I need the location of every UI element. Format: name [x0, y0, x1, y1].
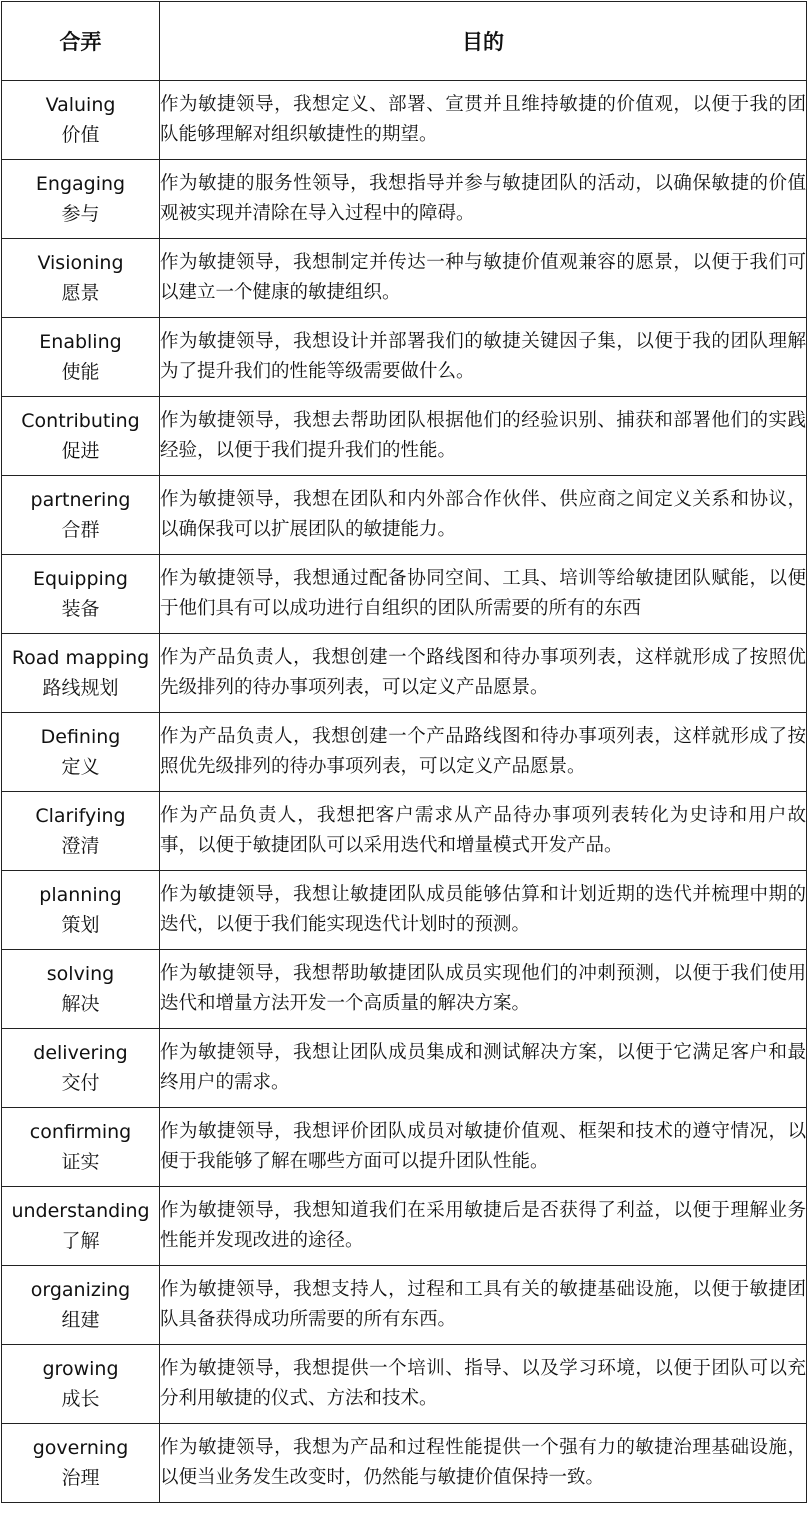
role-name-cell [2, 1345, 160, 1424]
purpose-cell: 作为敏捷领导，我想让敏捷团队成员能够估算和计划近期的迭代并梳理中期的迭代，以便于我们能实现迭代计划时的预测。 [160, 871, 807, 950]
purpose-cell: 作为敏捷领导，我想制定并传达一种与敏捷价值观兼容的愿景，以便于我们可以建立一个健康的敏捷组织。 [160, 239, 807, 318]
role-name-english: Equipping [33, 568, 128, 590]
role-name-cell [2, 476, 160, 555]
table-row [2, 1345, 807, 1424]
role-name-english: Clarifying [35, 805, 126, 827]
purpose-cell: 作为敏捷领导，我想定义、部署、宣贯并且维持敏捷的价值观，以便于我的团队能够理解对组织敏捷性的期望。 [160, 81, 807, 160]
table-row [2, 634, 807, 713]
role-name-chinese: 组建 [61, 1309, 100, 1331]
table-row [2, 792, 807, 871]
role-name-english: governing [32, 1437, 129, 1459]
role-name-english: solving [46, 963, 115, 985]
purpose-cell: 作为敏捷的服务性领导，我想指导并参与敏捷团队的活动，以确保敏捷的价值观被实现并清除在导入过程中的障碍。 [160, 160, 807, 239]
table-row [2, 1424, 807, 1503]
role-name-cell [2, 555, 160, 634]
purpose-cell: 作为敏捷领导，我想设计并部署我们的敏捷关键因子集，以便于我的团队理解为了提升我们的性能等级需要做什么。 [160, 318, 807, 397]
header-purpose: 目的 [160, 2, 807, 81]
role-name-cell [2, 1424, 160, 1503]
role-name-cell [2, 1187, 160, 1266]
role-name-cell [2, 634, 160, 713]
role-name-chinese: 愿景 [61, 282, 100, 304]
purpose-cell: 作为敏捷领导，我想评价团队成员对敏捷价值观、框架和技术的遵守情况，以便于我能够了解在哪些方面可以提升团队性能。 [160, 1108, 807, 1187]
table-row [2, 397, 807, 476]
role-name-cell [2, 81, 160, 160]
purpose-cell: 作为敏捷领导，我想支持人，过程和工具有关的敏捷基础设施，以便于敏捷团队具备获得成功所需要的所有东西。 [160, 1266, 807, 1345]
role-name-english: planning [39, 884, 122, 906]
purpose-cell: 作为产品负责人，我想创建一个路线图和待办事项列表，这样就形成了按照优先级排列的待办事项列表，可以定义产品愿景。 [160, 634, 807, 713]
role-name-chinese: 装备 [61, 598, 100, 620]
role-name-chinese: 路线规划 [42, 677, 119, 699]
role-name-english: Defining [40, 726, 121, 748]
role-name-cell [2, 713, 160, 792]
role-name-cell [2, 792, 160, 871]
role-name-english: delivering [33, 1042, 128, 1064]
role-name-cell [2, 1029, 160, 1108]
role-name-english: understanding [11, 1200, 150, 1222]
role-name-chinese: 成长 [61, 1388, 100, 1410]
role-name-english: Visioning [37, 252, 124, 274]
role-name-english: Valuing [45, 94, 116, 116]
role-name-english: confirming [29, 1121, 132, 1143]
role-name-chinese: 解决 [61, 993, 100, 1015]
role-name-chinese: 使能 [61, 361, 100, 383]
role-name-chinese: 价值 [61, 124, 100, 146]
purpose-cell: 作为敏捷领导，我想在团队和内外部合作伙伴、供应商之间定义关系和协议，以确保我可以扩展团队的敏捷能力。 [160, 476, 807, 555]
role-name-english: Contributing [21, 410, 140, 432]
header-holacracy: 合弄 [2, 2, 160, 81]
table-row [2, 318, 807, 397]
table-row [2, 476, 807, 555]
purpose-cell: 作为敏捷领导，我想提供一个培训、指导、以及学习环境，以便于团队可以充分利用敏捷的仪式、方法和技术。 [160, 1345, 807, 1424]
table-row [2, 713, 807, 792]
role-name-english: Enabling [39, 331, 122, 353]
table-row [2, 81, 807, 160]
role-name-cell [2, 1266, 160, 1345]
table-row [2, 239, 807, 318]
role-name-english: growing [42, 1358, 119, 1380]
role-name-chinese: 参与 [61, 203, 100, 225]
holacracy-purpose-table [1, 1, 807, 1503]
role-name-cell [2, 160, 160, 239]
role-name-cell [2, 950, 160, 1029]
role-name-cell [2, 239, 160, 318]
role-name-english: Road mapping [11, 647, 150, 669]
purpose-cell: 作为敏捷领导，我想为产品和过程性能提供一个强有力的敏捷治理基础设施，以便当业务发生改变时，仍然能与敏捷价值保持一致。 [160, 1424, 807, 1503]
purpose-cell: 作为敏捷领导，我想让团队成员集成和测试解决方案，以便于它满足客户和最终用户的需求。 [160, 1029, 807, 1108]
table-row [2, 871, 807, 950]
table-row [2, 160, 807, 239]
table-row [2, 1187, 807, 1266]
role-name-chinese: 了解 [61, 1230, 100, 1252]
role-name-english: Engaging [35, 173, 126, 195]
table-body [2, 81, 807, 1503]
purpose-cell: 作为产品负责人，我想创建一个产品路线图和待办事项列表，这样就形成了按照优先级排列的待办事项列表，可以定义产品愿景。 [160, 713, 807, 792]
table-row [2, 950, 807, 1029]
role-name-chinese: 证实 [61, 1151, 100, 1173]
role-name-chinese: 策划 [61, 914, 100, 936]
table-row [2, 555, 807, 634]
purpose-cell: 作为敏捷领导，我想帮助敏捷团队成员实现他们的冲刺预测，以便于我们使用迭代和增量方法开发一个高质量的解决方案。 [160, 950, 807, 1029]
table-row [2, 1029, 807, 1108]
role-name-chinese: 促进 [61, 440, 100, 462]
purpose-cell: 作为产品负责人，我想把客户需求从产品待办事项列表转化为史诗和用户故事，以便于敏捷团队可以采用迭代和增量模式开发产品。 [160, 792, 807, 871]
role-name-chinese: 交付 [61, 1072, 100, 1094]
role-name-english: partnering [30, 489, 131, 511]
table-header-row [2, 2, 807, 81]
role-name-cell [2, 1108, 160, 1187]
purpose-cell: 作为敏捷领导，我想知道我们在采用敏捷后是否获得了利益，以便于理解业务性能并发现改进的途径。 [160, 1187, 807, 1266]
purpose-cell: 作为敏捷领导，我想通过配备协同空间、工具、培训等给敏捷团队赋能，以便于他们具有可以成功进行自组织的团队所需要的所有的东西 [160, 555, 807, 634]
role-name-chinese: 定义 [61, 756, 100, 778]
purpose-cell: 作为敏捷领导，我想去帮助团队根据他们的经验识别、捕获和部署他们的实践经验，以便于我们提升我们的性能。 [160, 397, 807, 476]
role-name-cell [2, 871, 160, 950]
role-name-cell [2, 318, 160, 397]
role-name-chinese: 澄清 [61, 835, 100, 857]
role-name-chinese: 合群 [61, 519, 100, 541]
role-name-cell [2, 397, 160, 476]
role-name-english: organizing [30, 1279, 131, 1301]
table-row [2, 1266, 807, 1345]
role-name-chinese: 治理 [61, 1467, 100, 1489]
table-row [2, 1108, 807, 1187]
